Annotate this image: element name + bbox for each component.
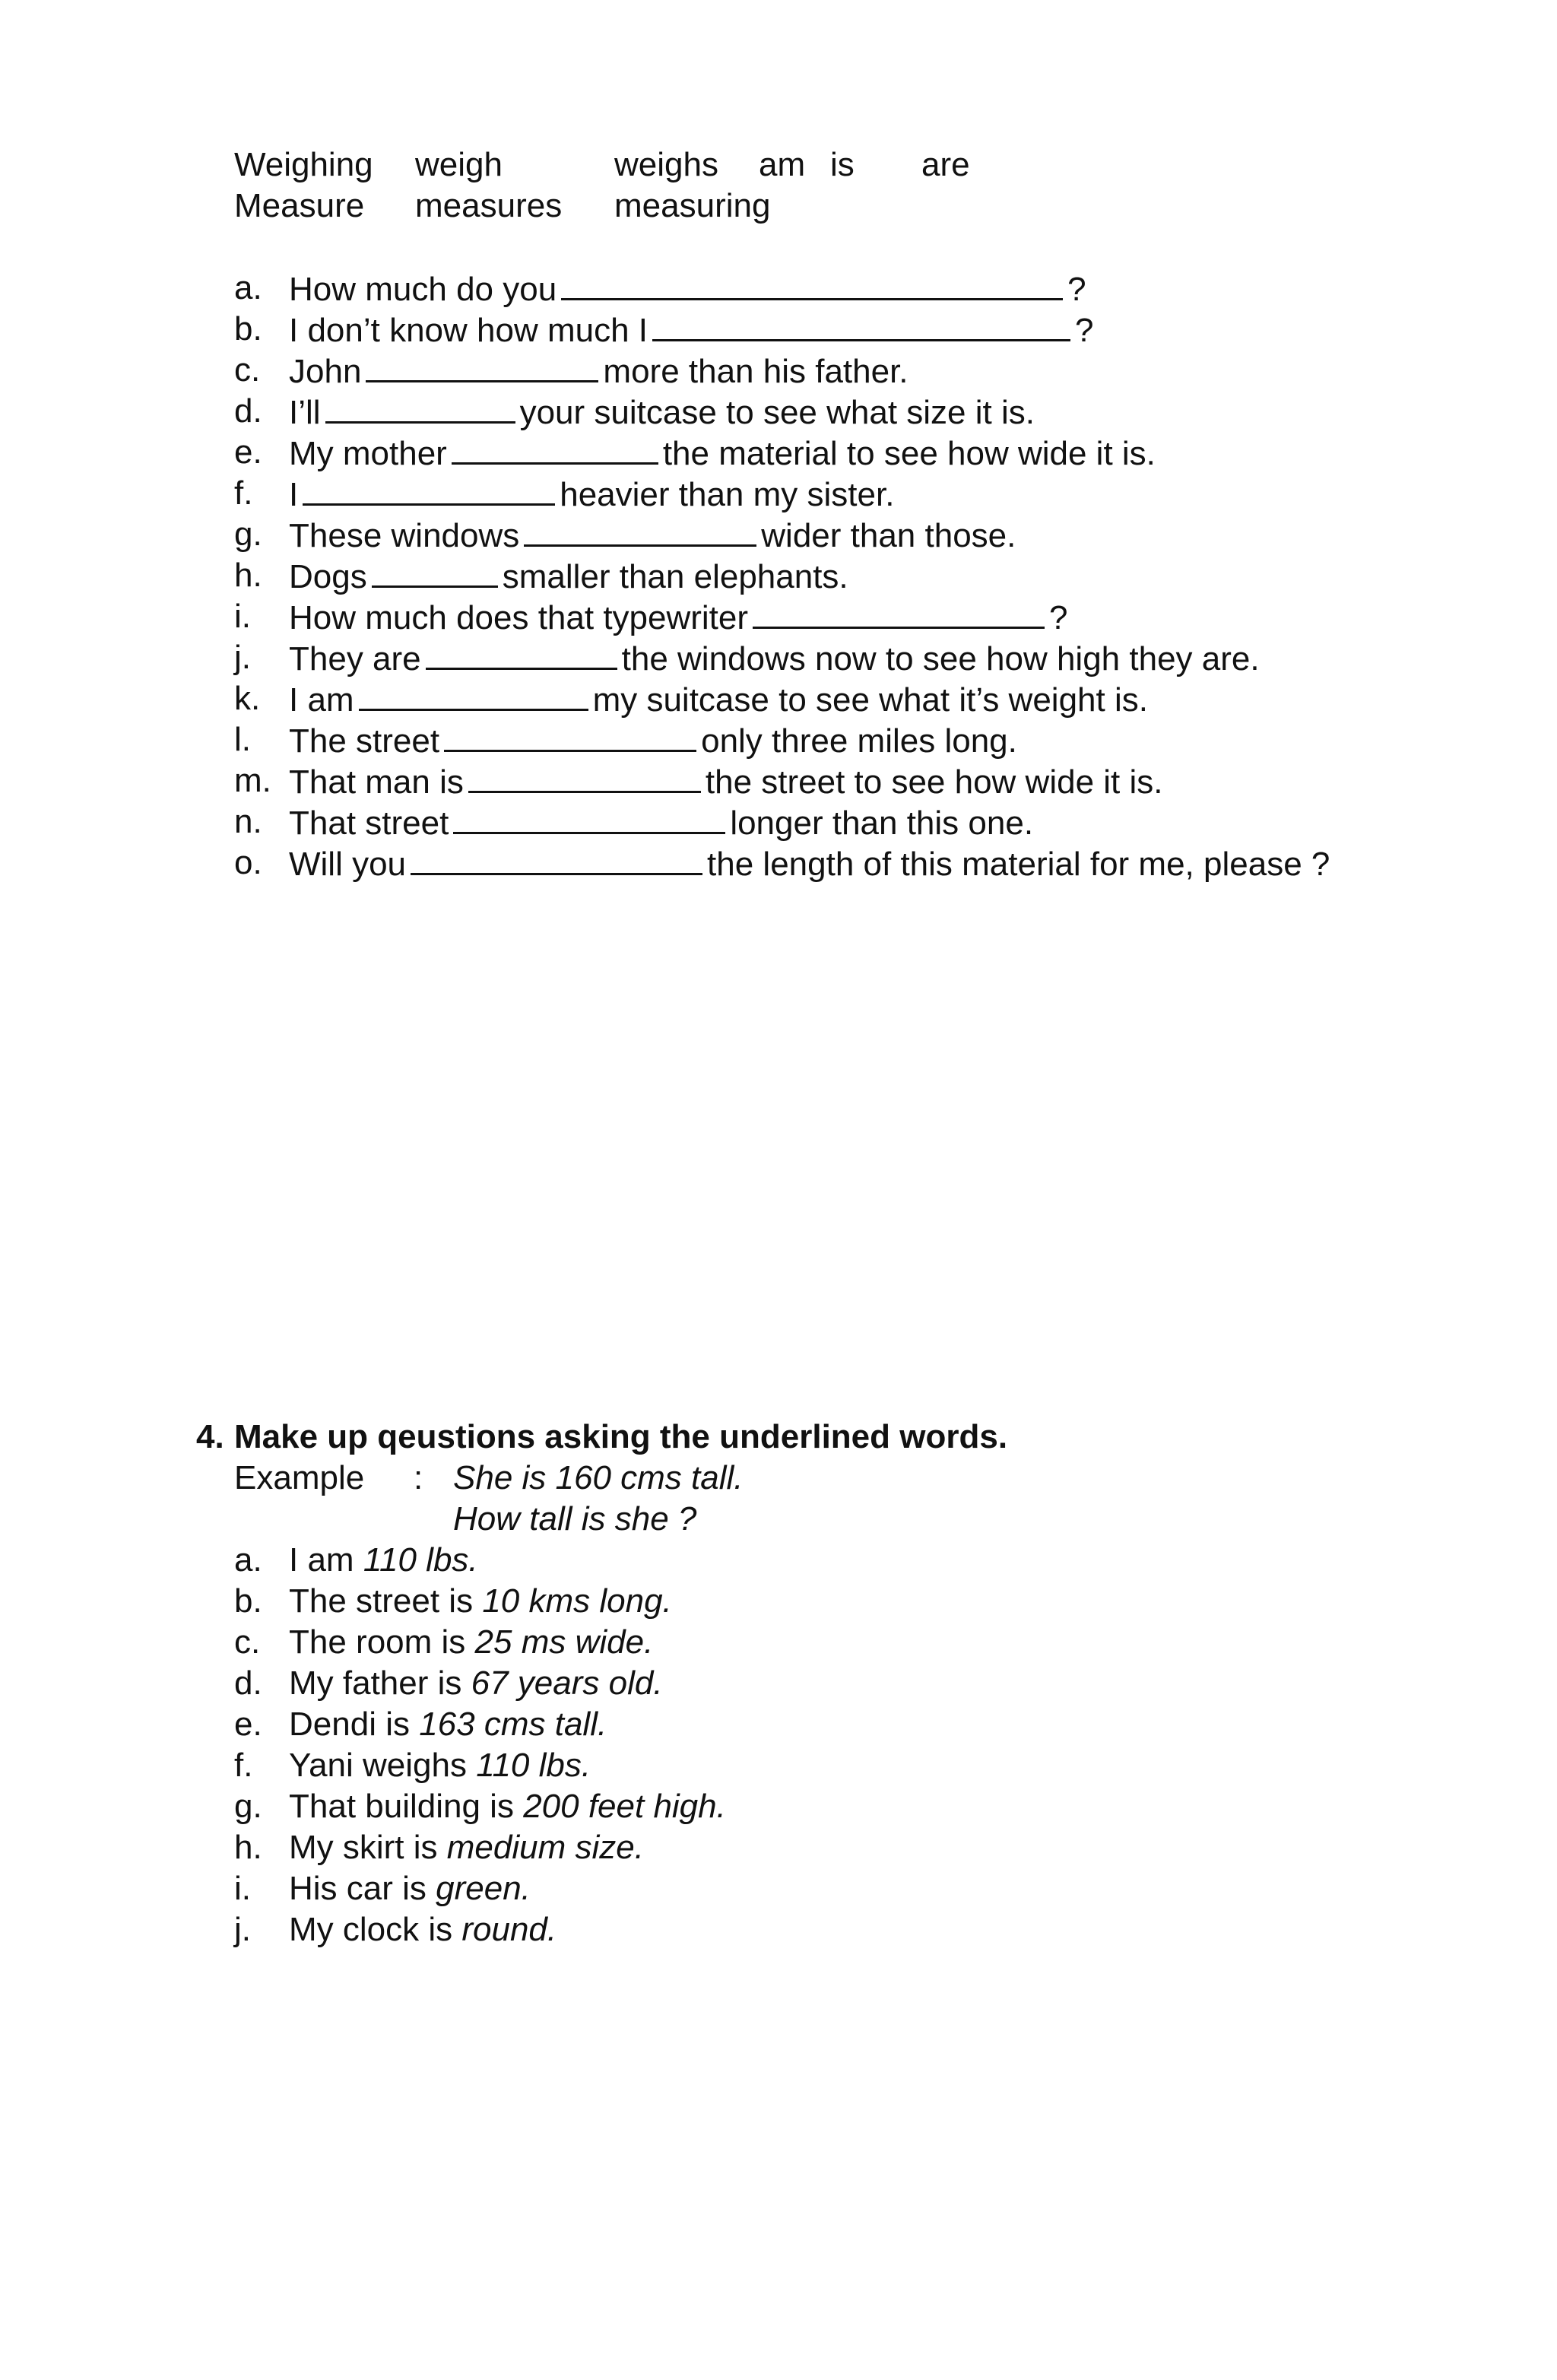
- item-text: heavier than my sister.: [560, 476, 895, 513]
- item-letter: j.: [234, 639, 251, 676]
- answer-blank[interactable]: [303, 473, 555, 506]
- word-bank-word: weigh: [415, 146, 503, 183]
- item-text: My mother: [289, 435, 447, 472]
- item-text: smaller than elephants.: [502, 558, 848, 595]
- answer-blank[interactable]: [359, 678, 588, 711]
- item-text: Will you: [289, 846, 407, 883]
- item-text: My skirt is: [289, 1829, 438, 1866]
- item-letter: b.: [234, 310, 262, 347]
- item-text: Yani weighs: [289, 1747, 467, 1784]
- item-letter: o.: [234, 844, 262, 881]
- underlined-answer: green.: [436, 1870, 531, 1907]
- underlined-answer: 110 lbs.: [363, 1541, 478, 1579]
- item-text: How much does that typewriter: [289, 599, 749, 636]
- word-bank-word: Measure: [234, 187, 365, 224]
- underlined-answer: medium size.: [446, 1829, 644, 1866]
- word-bank-word: is: [830, 146, 855, 183]
- answer-blank[interactable]: [561, 268, 1063, 300]
- item-text: That man is: [289, 763, 464, 801]
- item-text: your suitcase to see what size it is.: [519, 394, 1035, 431]
- item-letter: l.: [234, 721, 251, 758]
- answer-blank[interactable]: [468, 760, 701, 793]
- item-letter: c.: [234, 351, 261, 389]
- underlined-answer: 25 ms wide.: [474, 1623, 654, 1661]
- item-text: They are: [289, 640, 421, 678]
- item-text: My clock is: [289, 1911, 453, 1948]
- underlined-answer: 10 kms long.: [482, 1582, 672, 1620]
- item-text: I am: [289, 1541, 354, 1579]
- item-letter: k.: [234, 680, 261, 717]
- item-letter: h.: [234, 557, 262, 594]
- item-text: His car is: [289, 1870, 427, 1907]
- answer-blank[interactable]: [325, 391, 515, 424]
- word-bank-word: are: [921, 146, 970, 183]
- item-text: How much do you: [289, 271, 557, 308]
- item-letter: h.: [234, 1829, 262, 1866]
- item-text: wider than those.: [761, 517, 1016, 554]
- item-letter: b.: [234, 1582, 262, 1620]
- word-bank-word: am: [759, 146, 806, 183]
- answer-blank[interactable]: [452, 432, 658, 465]
- item-letter: i.: [234, 598, 251, 635]
- item-text: These windows: [289, 517, 520, 554]
- item-text: the windows now to see how high they are.: [621, 640, 1260, 678]
- item-text: the length of this material for me, please ?: [707, 846, 1330, 883]
- answer-blank[interactable]: [453, 801, 725, 834]
- answer-blank[interactable]: [652, 309, 1070, 341]
- item-letter: g.: [234, 1788, 262, 1825]
- item-text: My father is: [289, 1664, 462, 1702]
- item-text: I: [289, 476, 299, 513]
- item-letter: f.: [234, 1747, 253, 1784]
- answer-blank[interactable]: [753, 596, 1045, 629]
- word-bank-word: measuring: [614, 187, 771, 224]
- answer-blank[interactable]: [411, 843, 702, 875]
- item-text: ?: [1049, 599, 1068, 636]
- item-text: the street to see how wide it is.: [705, 763, 1163, 801]
- word-bank-word: Weighing: [234, 146, 373, 183]
- item-text: Dendi is: [289, 1706, 410, 1743]
- example-colon: :: [414, 1459, 423, 1496]
- answer-blank[interactable]: [524, 514, 756, 547]
- item-text: only three miles long.: [701, 722, 1017, 760]
- exercise-number: 4.: [196, 1418, 224, 1455]
- word-bank-word: measures: [415, 187, 563, 224]
- item-text: I am: [289, 681, 354, 719]
- item-letter: a.: [234, 1541, 262, 1579]
- item-letter: c.: [234, 1623, 261, 1661]
- item-letter: m.: [234, 762, 271, 799]
- item-letter: e.: [234, 1706, 262, 1743]
- answer-blank[interactable]: [426, 637, 617, 670]
- example-question: How tall is she ?: [453, 1500, 697, 1537]
- item-letter: a.: [234, 269, 262, 306]
- item-text: longer than this one.: [730, 804, 1034, 842]
- word-bank-word: weighs: [614, 146, 718, 183]
- exercise-title: Make up qeustions asking the underlined words.: [234, 1418, 1008, 1455]
- item-text: I’ll: [289, 394, 321, 431]
- item-letter: g.: [234, 516, 262, 553]
- item-text: The room is: [289, 1623, 466, 1661]
- item-text: ?: [1067, 271, 1086, 308]
- item-text: ?: [1075, 312, 1094, 349]
- item-letter: i.: [234, 1870, 251, 1907]
- item-text: I don’t know how much I: [289, 312, 648, 349]
- item-letter: j.: [234, 1911, 251, 1948]
- example-label: Example: [234, 1459, 365, 1496]
- item-text: That building is: [289, 1788, 514, 1825]
- item-letter: d.: [234, 1664, 262, 1702]
- item-letter: d.: [234, 392, 262, 430]
- item-letter: e.: [234, 433, 262, 471]
- item-text: more than his father.: [603, 353, 909, 390]
- item-letter: f.: [234, 474, 253, 512]
- item-text: Dogs: [289, 558, 367, 595]
- answer-blank[interactable]: [366, 350, 598, 382]
- answer-blank[interactable]: [372, 555, 498, 588]
- underlined-answer: 200 feet high.: [523, 1788, 726, 1825]
- underlined-answer: 163 cms tall.: [419, 1706, 607, 1743]
- item-text: my suitcase to see what it’s weight is.: [592, 681, 1148, 719]
- example-statement: She is 160 cms tall.: [453, 1459, 744, 1496]
- item-text: the material to see how wide it is.: [662, 435, 1156, 472]
- underlined-answer: 67 years old.: [471, 1664, 663, 1702]
- item-text: The street is: [289, 1582, 474, 1620]
- item-text: That street: [289, 804, 449, 842]
- item-text: The street: [289, 722, 440, 760]
- item-text: John: [289, 353, 362, 390]
- underlined-answer: round.: [461, 1911, 557, 1948]
- underlined-answer: 110 lbs.: [476, 1747, 591, 1784]
- item-letter: n.: [234, 803, 262, 840]
- answer-blank[interactable]: [444, 719, 696, 752]
